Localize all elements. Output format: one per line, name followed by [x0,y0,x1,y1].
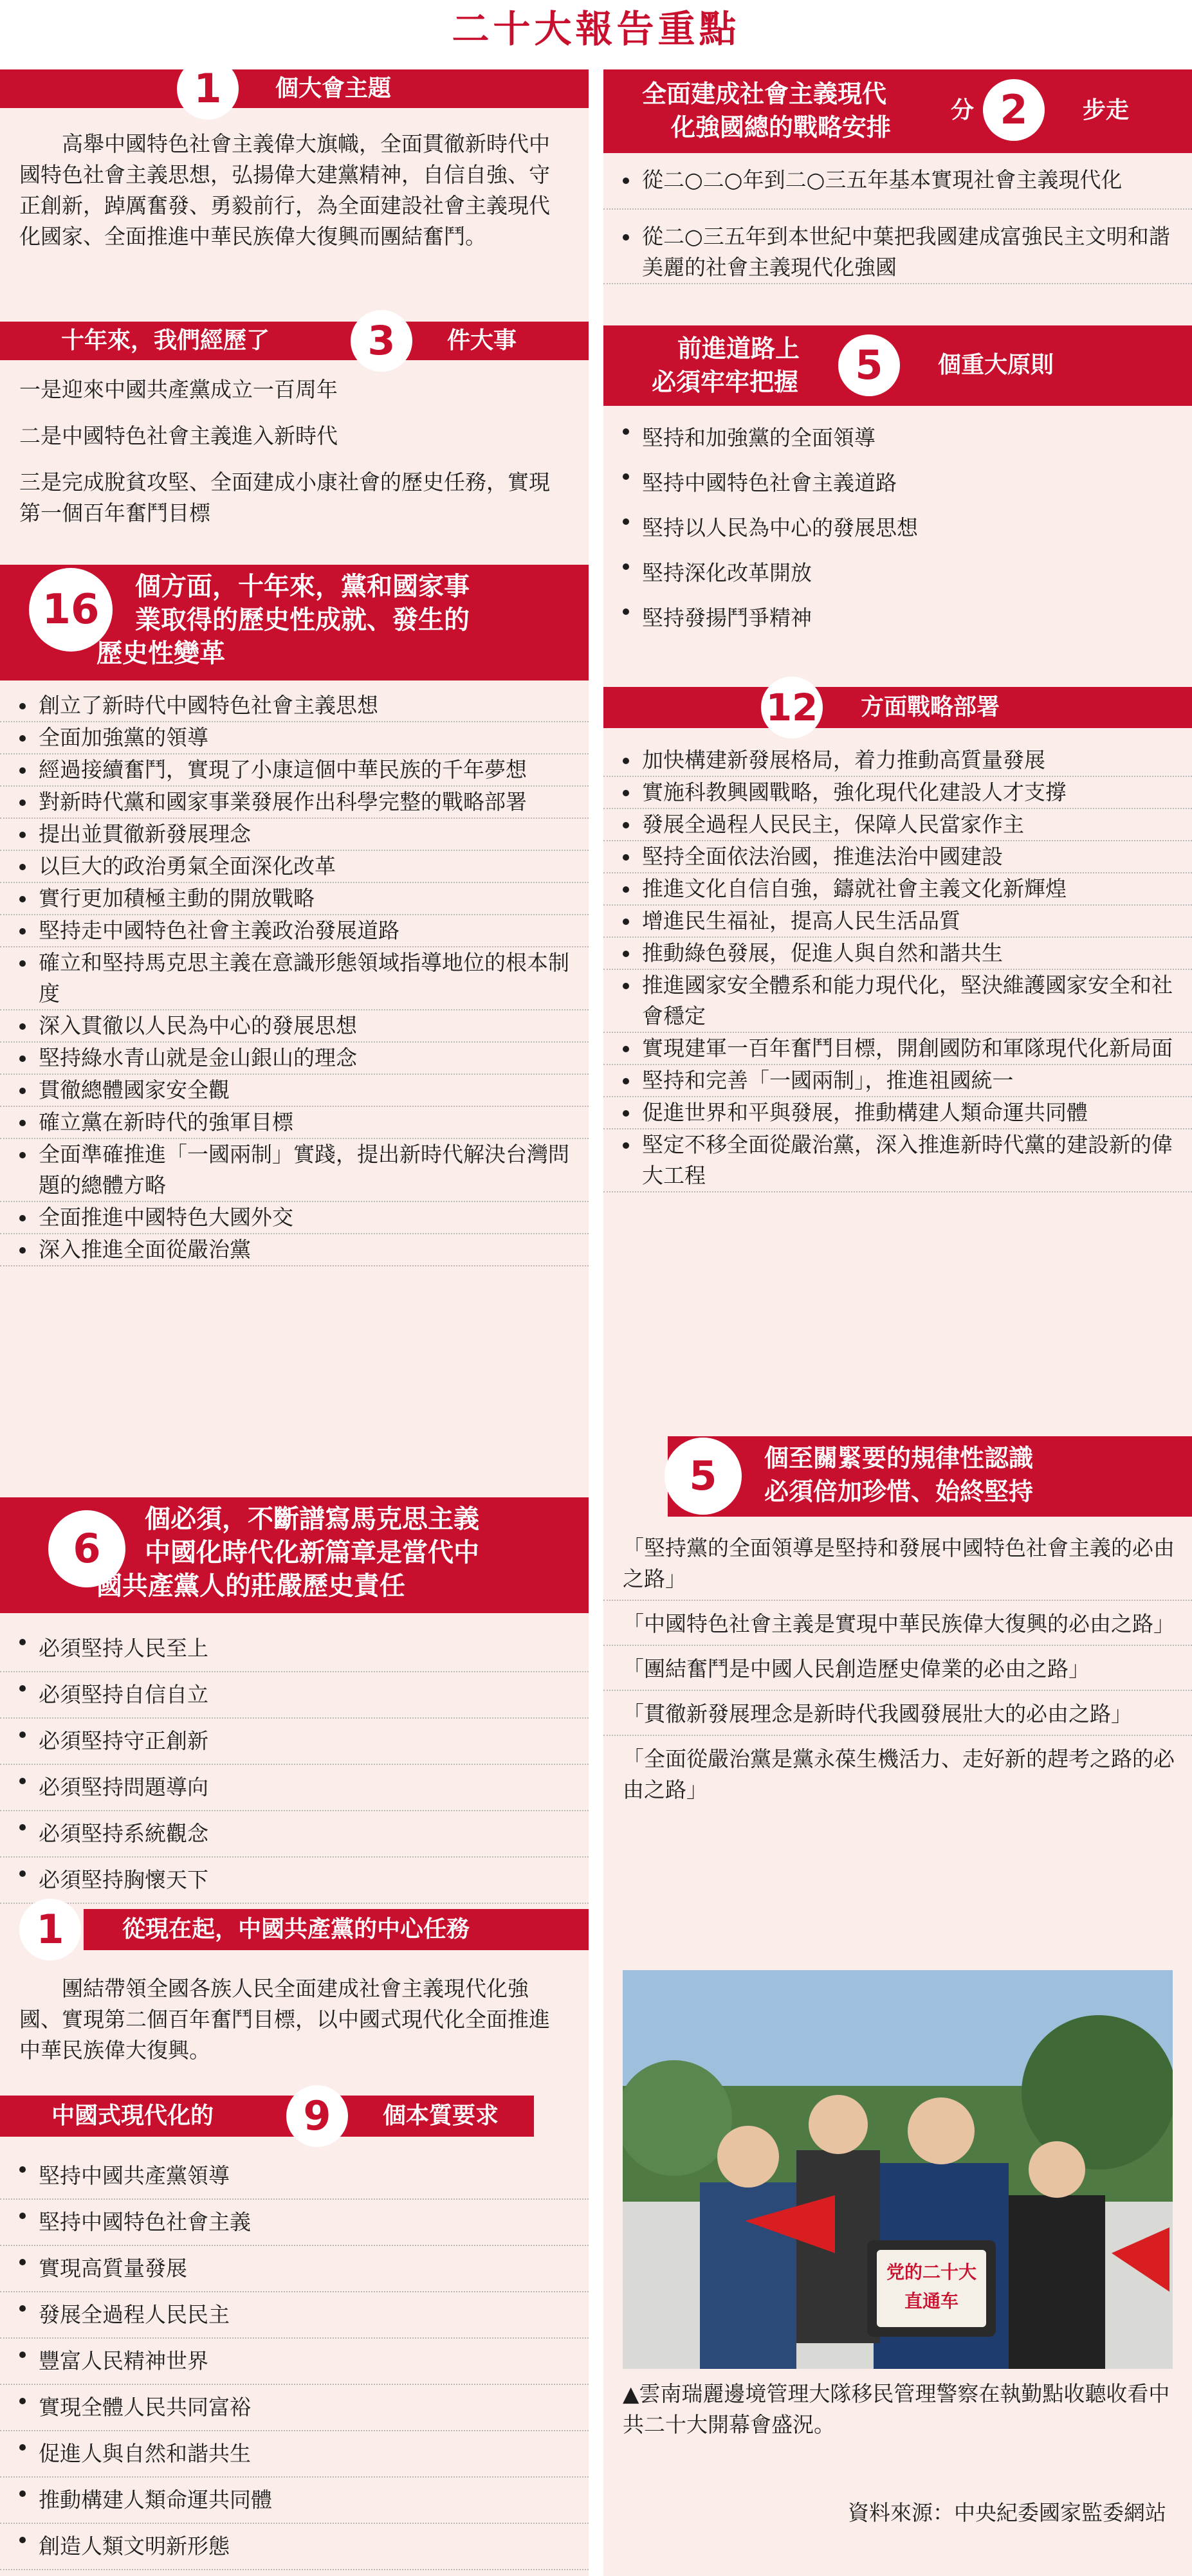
requirement-item: 創造人類文明新形態 [0,2524,589,2570]
requirement-item: 發展全過程人民民主 [0,2292,589,2339]
steps-list [603,165,1192,284]
requirement-item: 豐富人民精神世界 [0,2339,589,2385]
cognition-item: 「全面從嚴治黨是黨永葆生機活力、走好新的趕考之路的必由之路」 [623,1746,1175,1802]
cognition-item: 「中國特色社會主義是實現中華民族偉大復興的必由之路」 [603,1609,1192,1646]
deployment-item: 推進國家安全體系和能力現代化，堅決維護國家安全和社會穩定 [603,970,1192,1033]
requirement-item: 堅持中國特色社會主義 [0,2200,589,2246]
requirements-number: 9 [286,2085,348,2147]
steps-label-post: 步走 [1083,97,1130,123]
musts-label-3: 國共產黨人的莊嚴歷史責任 [96,1571,405,1601]
theme-label: 個大會主題 [275,75,392,102]
requirements-list [0,2153,589,2570]
principles-label-1: 前進道路上 [677,334,800,363]
photo-caption: ▲雲南瑞麗邊境管理大隊移民管理警察在執勤點收聽收看中共二十大開幕會盛況。 [623,2381,1170,2437]
achievement-item: 深入推進全面從嚴治黨 [0,1234,589,1266]
deployment-item: 促進世界和平與發展，推動構建人類命運共同體 [603,1097,1192,1129]
achievement-item: 確立黨在新時代的強軍目標 [0,1107,589,1139]
principles-label-post: 個重大原則 [938,352,1054,378]
deployment-item: 推動綠色發展，促進人與自然和諧共生 [603,938,1192,970]
event-item-3: 三是完成脫貧攻堅、全面建成小康社會的歷史任務，實現第一個百年奮鬥目標 [19,470,550,525]
page-title: 二十大報告重點 [452,7,740,51]
news-photo [623,1970,1173,2369]
steps-label-pre: 分 [951,97,975,123]
central-task-text: 團結帶領全國各族人民全面建成社會主義現代化強國、實現第二個百年奮鬥目標，以中國式現代化全面推進中華民族偉大復興。 [19,1976,550,2063]
deployment-item: 增進民生福祉，提高人民生活品質 [603,906,1192,938]
achievement-item: 堅持綠水青山就是金山銀山的理念 [0,1043,589,1075]
requirement-item: 實現高質量發展 [0,2246,589,2292]
requirement-item: 推動構建人類命運共同體 [0,2478,589,2524]
deployment-item: 實現建軍一百年奮鬥目標，開創國防和軍隊現代化新局面 [603,1033,1192,1065]
musts-label-1: 個必須，不斷譜寫馬克思主義 [145,1504,479,1534]
must-item: 必須堅持系統觀念 [0,1811,589,1858]
radio-sign-line-2: 直通车 [904,2290,958,2312]
deployment-item: 堅定不移全面從嚴治黨，深入推進新時代黨的建設新的偉大工程 [603,1129,1192,1192]
cognitions-label-1: 個至關緊要的規律性認識 [764,1444,1034,1472]
achievements-label-1: 個方面，十年來，黨和國家事 [135,572,470,601]
requirements-label-pre: 中國式現代化的 [51,2103,214,2129]
requirement-item: 實現全體人民共同富裕 [0,2385,589,2431]
achievements-label-2: 業取得的歷史性成就、發生的 [135,605,470,635]
steps-label-2: 化強國總的戰略安排 [671,113,892,142]
cognition-item: 「團結奮鬥是中國人民創造歷史偉業的必由之路」 [603,1654,1192,1691]
events-label-post: 件大事 [447,327,517,354]
must-item: 必須堅持守正創新 [0,1719,589,1765]
steps-number: 2 [983,79,1045,141]
must-item: 必須堅持自信自立 [0,1672,589,1719]
cognition-item: 「堅持黨的全面領導是堅持和發展中國特色社會主義的必由之路」 [603,1533,1192,1601]
achievement-item: 確立和堅持馬克思主義在意識形態領域指導地位的根本制度 [0,947,589,1010]
right-column [603,69,1192,2576]
events-number: 3 [351,310,412,372]
requirement-item: 堅持中國共產黨領導 [0,2153,589,2200]
theme-number: 1 [177,58,239,120]
step-item: 從二○二○年到二○三五年基本實現社會主義現代化 [603,165,1192,210]
cognitions-list [603,1533,1192,1805]
achievement-item: 深入貫徹以人民為中心的發展思想 [0,1010,589,1043]
principles-label-2: 必須牢牢把握 [652,368,799,396]
achievement-item: 實行更加積極主動的開放戰略 [0,883,589,915]
achievement-item: 全面加強黨的領導 [0,722,589,754]
achievement-item: 經過接續奮鬥，實現了小康這個中華民族的千年夢想 [0,754,589,787]
achievement-item: 全面準確推進「一國兩制」實踐，提出新時代解決台灣問題的總體方略 [0,1139,589,1202]
achievements-label-3: 歷史性變革 [96,639,225,668]
must-item: 必須堅持人民至上 [0,1626,589,1672]
achievement-item: 貫徹總體國家安全觀 [0,1075,589,1107]
step-item: 從二○三五年到本世紀中葉把我國建成富強民主文明和諧美麗的社會主義現代化強國 [603,221,1192,284]
achievements-number: 16 [29,568,113,652]
event-item-2: 二是中國特色社會主義進入新時代 [19,423,338,448]
events-label-pre: 十年來，我們經歷了 [61,327,270,354]
principle-item: 堅持以人民為中心的發展思想 [603,506,1192,551]
steps-label-1: 全面建成社會主義現代 [642,80,887,108]
deployment-item: 加快構建新發展格局，着力推動高質量發展 [603,745,1192,777]
deployment-item: 堅持全面依法治國，推進法治中國建設 [603,841,1192,873]
cognitions-number: 5 [665,1438,742,1515]
principle-item: 堅持發揚鬥爭精神 [603,596,1192,641]
radio-sign-line-1: 党的二十大 [886,2261,977,2283]
achievement-item: 對新時代黨和國家事業發展作出科學完整的戰略部署 [0,787,589,819]
must-item: 必須堅持胸懷天下 [0,1858,589,1904]
deployments-number: 12 [761,677,823,738]
achievement-item: 創立了新時代中國特色社會主義思想 [0,690,589,722]
achievement-item: 全面推進中國特色大國外交 [0,1202,589,1234]
deployments-label: 方面戰略部署 [861,694,1000,720]
deployment-item: 發展全過程人民民主，保障人民當家作主 [603,809,1192,841]
principle-item: 堅持深化改革開放 [603,551,1192,596]
requirement-item: 促進人與自然和諧共生 [0,2431,589,2478]
event-item-1: 一是迎來中國共產黨成立一百周年 [19,377,338,402]
central-task-label: 從現在起，中國共產黨的中心任務 [122,1916,470,1942]
principle-item: 堅持中國特色社會主義道路 [603,461,1192,506]
achievement-item: 提出並貫徹新發展理念 [0,819,589,851]
theme-text: 高舉中國特色社會主義偉大旗幟，全面貫徹新時代中國特色社會主義思想，弘揚偉大建黨精神，自信自強、守正創新，踔厲奮發、勇毅前行，為全面建設社會主義現代化國家、全面推進中華民族偉大復興而團結奮鬥。 [19,131,550,249]
musts-list [0,1626,589,1904]
principle-item: 堅持和加強黨的全面領導 [603,416,1192,461]
cognitions-label-2: 必須倍加珍惜、始終堅持 [764,1477,1034,1506]
achievements-list [0,690,589,1266]
must-item: 必須堅持問題導向 [0,1765,589,1811]
central-task-number: 1 [19,1899,81,1960]
deployment-item: 實施科教興國戰略，強化現代化建設人才支撐 [603,777,1192,809]
musts-number: 6 [48,1510,125,1587]
deployment-item: 推進文化自信自強，鑄就社會主義文化新輝煌 [603,873,1192,906]
musts-label-2: 中國化時代化新篇章是當代中 [145,1538,479,1567]
principles-list [603,416,1192,641]
deployments-list [603,745,1192,1192]
requirements-label-post: 個本質要求 [383,2103,499,2129]
achievement-item: 以巨大的政治勇氣全面深化改革 [0,851,589,883]
deployment-item: 堅持和完善「一國兩制」，推進祖國統一 [603,1065,1192,1097]
left-column [0,65,589,2576]
principles-number: 5 [838,334,900,396]
source-credit: 資料來源：中央紀委國家監委網站 [848,2500,1166,2525]
cognition-item: 「貫徹新發展理念是新時代我國發展壯大的必由之路」 [603,1699,1192,1736]
achievement-item: 堅持走中國特色社會主義政治發展道路 [0,915,589,947]
